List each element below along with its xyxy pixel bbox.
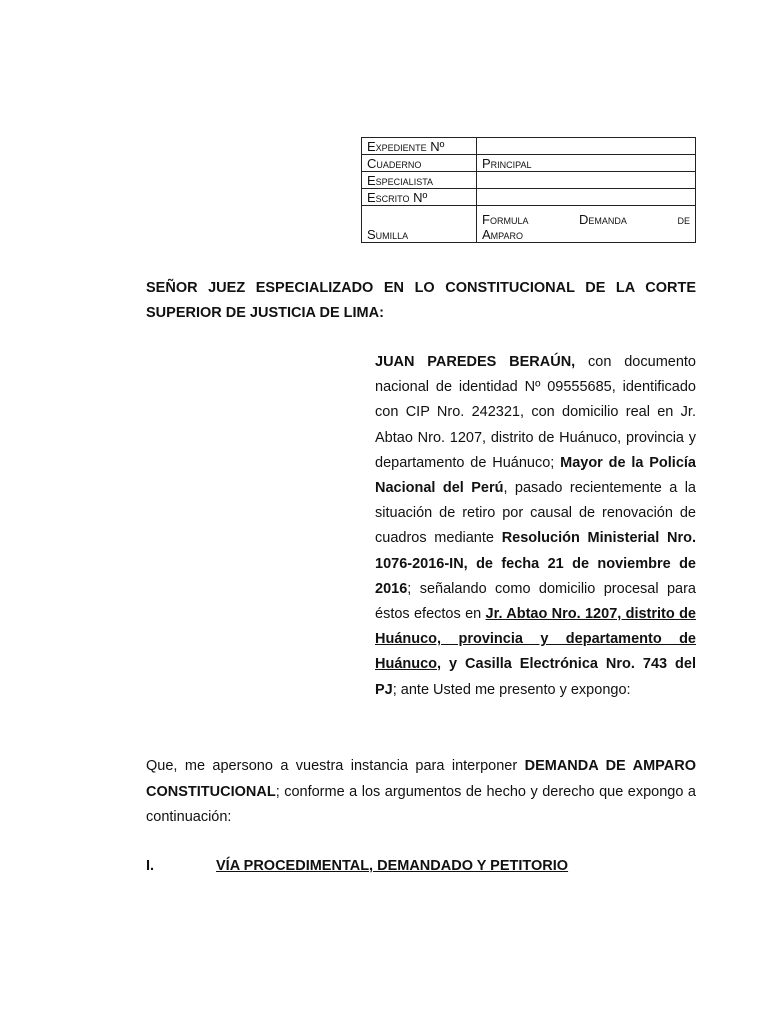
table-row — [362, 155, 696, 172]
plaintiff-text-2: , pasado recientemente a la situación de retiro por causal de renovación de cuadros mediante — [375, 480, 696, 547]
case-info-table — [361, 137, 696, 243]
table-row — [362, 138, 696, 155]
sumilla-word: Demanda — [579, 212, 627, 227]
section-title: VÍA PROCEDIMENTAL, DEMANDADO Y PETITORIO — [216, 858, 569, 874]
sumilla-label: Sumilla — [362, 206, 477, 243]
plaintiff-name: JUAN PAREDES BERAÚN, — [375, 354, 576, 370]
electronic-box: , y Casilla Electrónica Nro. 743 del PJ — [375, 656, 696, 698]
sumilla-line-2: Amparo — [482, 227, 524, 242]
plaintiff-text-3: ; señalando como domicilio procesal para éstos efectos en — [375, 580, 696, 623]
especialista-value — [477, 172, 696, 189]
section-heading — [146, 856, 696, 876]
plaintiff-paragraph — [375, 350, 696, 703]
sumilla-word: de — [677, 212, 690, 227]
procedural-address: Jr. Abtao Nro. 1207, distrito de Huánuco, provincia y departamento de Huánuco — [375, 606, 696, 673]
escrito-label: Escrito Nº — [362, 189, 477, 206]
table-row — [362, 206, 696, 243]
expediente-label: Expediente Nº — [362, 138, 477, 155]
intro-paragraph — [146, 754, 696, 831]
intro-text-1: Que, me apersono a vuestra instancia para interponer — [146, 758, 525, 774]
cuaderno-label: Cuaderno — [362, 155, 477, 172]
expediente-value — [477, 138, 696, 155]
sumilla-word: Formula — [482, 212, 529, 227]
plaintiff-text-4: ; ante Usted me presento y expongo: — [392, 681, 631, 698]
table-row — [362, 189, 696, 206]
escrito-value — [477, 189, 696, 206]
plaintiff-text-1: con documento nacional de identidad Nº 09555685, identificado con CIP Nro. 242321, con domicilio real en Jr. Abtao Nro. 1207, distrito de Huánuco, provincia y departamento de Huánuco; — [375, 354, 696, 471]
plaintiff-rank: Mayor de la Policía Nacional del Perú — [375, 454, 696, 497]
addressee-heading: SEÑOR JUEZ ESPECIALIZADO EN LO CONSTITUCIONAL DE LA CORTE SUPERIOR DE JUSTICIA DE LIMA: — [146, 280, 696, 321]
especialista-label: Especialista — [362, 172, 477, 189]
intro-text-2: ; conforme a los argumentos de hecho y derecho que expongo a continuación: — [146, 783, 696, 825]
cuaderno-value: Principal — [477, 155, 696, 172]
sumilla-line-1 — [482, 212, 690, 227]
resolution-reference: Resolución Ministerial Nro. 1076-2016-IN, de fecha 21 de noviembre de 2016 — [375, 530, 696, 597]
sumilla-value — [477, 206, 696, 243]
demand-type: DEMANDA DE AMPARO CONSTITUCIONAL — [146, 758, 696, 800]
section-number: I. — [146, 858, 155, 874]
table-row — [362, 172, 696, 189]
